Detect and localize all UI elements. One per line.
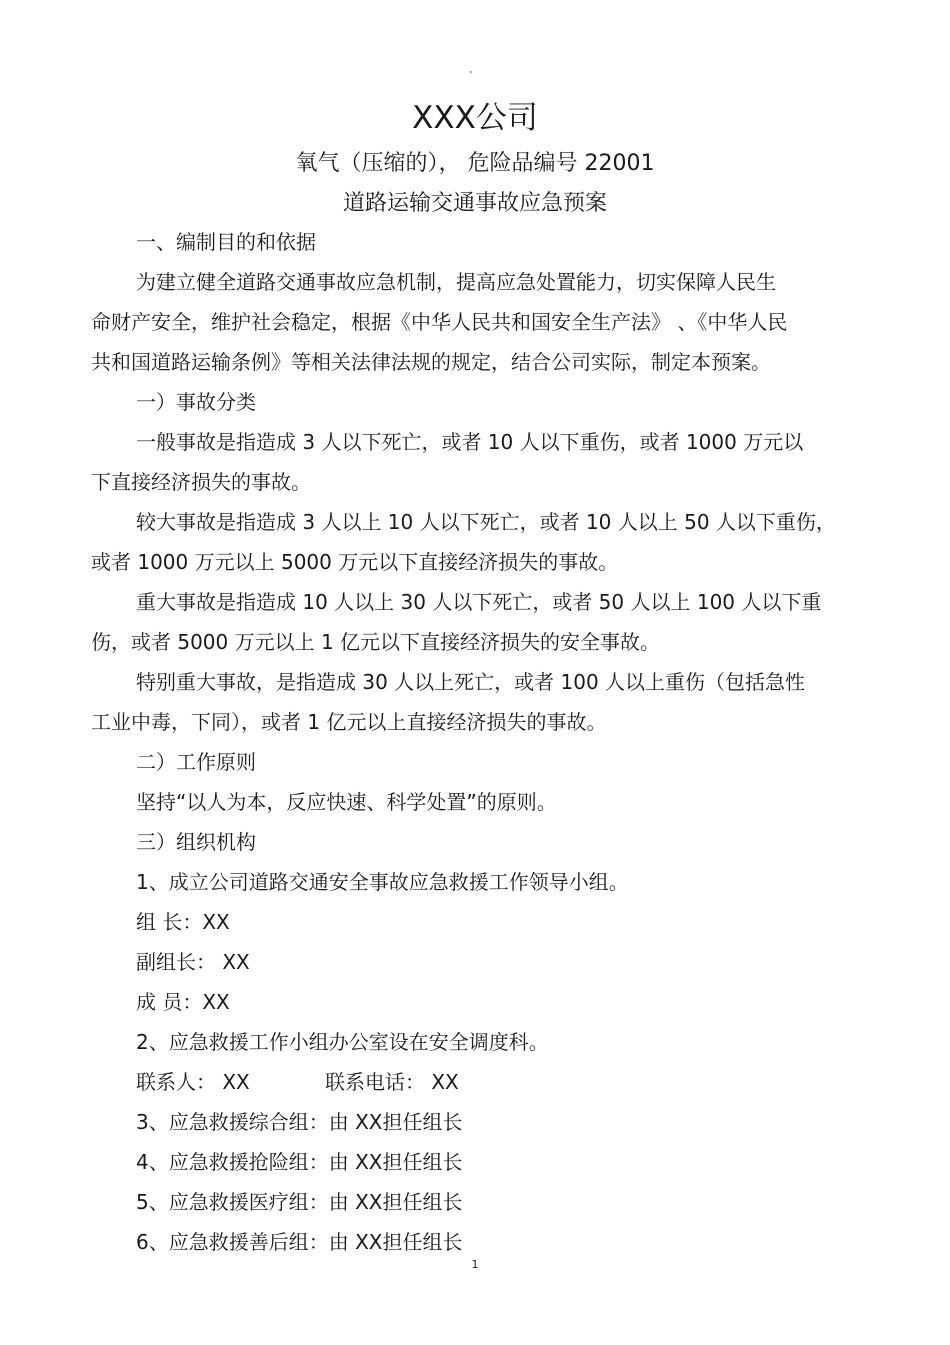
leader-line: 组 长：XX <box>136 910 230 934</box>
paragraph-line: 工业中毒，下同），或者 1 亿元以上直接经济损失的事故。 <box>91 710 607 734</box>
deputy-line: 副组长： XX <box>136 950 250 974</box>
paragraph-line: 特别重大事故，是指造成 30 人以上死亡，或者 100 人以上重伤（包括急性 <box>136 670 806 694</box>
list-item: 4、应急救援抢险组：由 XX担任组长 <box>136 1150 463 1174</box>
list-item: 2、应急救援工作小组办公室设在安全调度科。 <box>136 1030 549 1054</box>
list-item: 5、应急救援医疗组：由 XX担任组长 <box>136 1190 463 1214</box>
paragraph-line: 命财产安全，维护社会稳定，根据《中华人民共和国安全生产法》 、《中华人民 <box>91 310 788 334</box>
section-heading: 一、编制目的和依据 <box>136 230 316 254</box>
paragraph-line: 下直接经济损失的事故。 <box>91 470 311 494</box>
subsection-heading: 二）工作原则 <box>136 750 256 774</box>
list-item: 1、成立公司道路交通安全事故应急救援工作领导小组。 <box>136 870 629 894</box>
paragraph-line: 一般事故是指造成 3 人以下死亡，或者 10 人以下重伤，或者 1000 万元以 <box>136 430 804 454</box>
contact-person: 联系人： XX <box>136 1070 250 1094</box>
header-mark: " <box>469 70 473 79</box>
list-item: 3、应急救援综合组：由 XX担任组长 <box>136 1110 463 1134</box>
paragraph-line: 或者 1000 万元以上 5000 万元以下直接经济损失的事故。 <box>91 550 619 574</box>
subsection-heading: 一）事故分类 <box>136 390 256 414</box>
page-number: 1 <box>471 1258 479 1271</box>
company-title: XXX公司 <box>412 100 538 136</box>
plan-title: 道路运输交通事故应急预案 <box>342 191 607 216</box>
paragraph-line: 坚持“以人为本，反应快速、科学处置”的原则。 <box>136 790 557 814</box>
subject-line: 氧气（压缩的）， 危险品编号 22001 <box>295 151 655 176</box>
paragraph-line: 共和国道路运输条例》等相关法律法规的规定，结合公司实际，制定本预案。 <box>91 350 771 374</box>
members-line: 成 员：XX <box>136 990 230 1014</box>
paragraph-line: 为建立健全道路交通事故应急机制，提高应急处置能力，切实保障人民生 <box>136 270 776 294</box>
paragraph-line: 较大事故是指造成 3 人以上 10 人以下死亡，或者 10 人以上 50 人以下重伤， <box>136 510 836 534</box>
paragraph-line: 伤，或者 5000 万元以上 1 亿元以下直接经济损失的安全事故。 <box>91 630 661 654</box>
contact-phone: 联系电话： XX <box>325 1070 459 1094</box>
list-item: 6、应急救援善后组：由 XX担任组长 <box>136 1230 463 1254</box>
subsection-heading: 三）组织机构 <box>136 830 256 854</box>
paragraph-line: 重大事故是指造成 10 人以上 30 人以下死亡，或者 50 人以上 100 人以下重 <box>136 590 822 614</box>
